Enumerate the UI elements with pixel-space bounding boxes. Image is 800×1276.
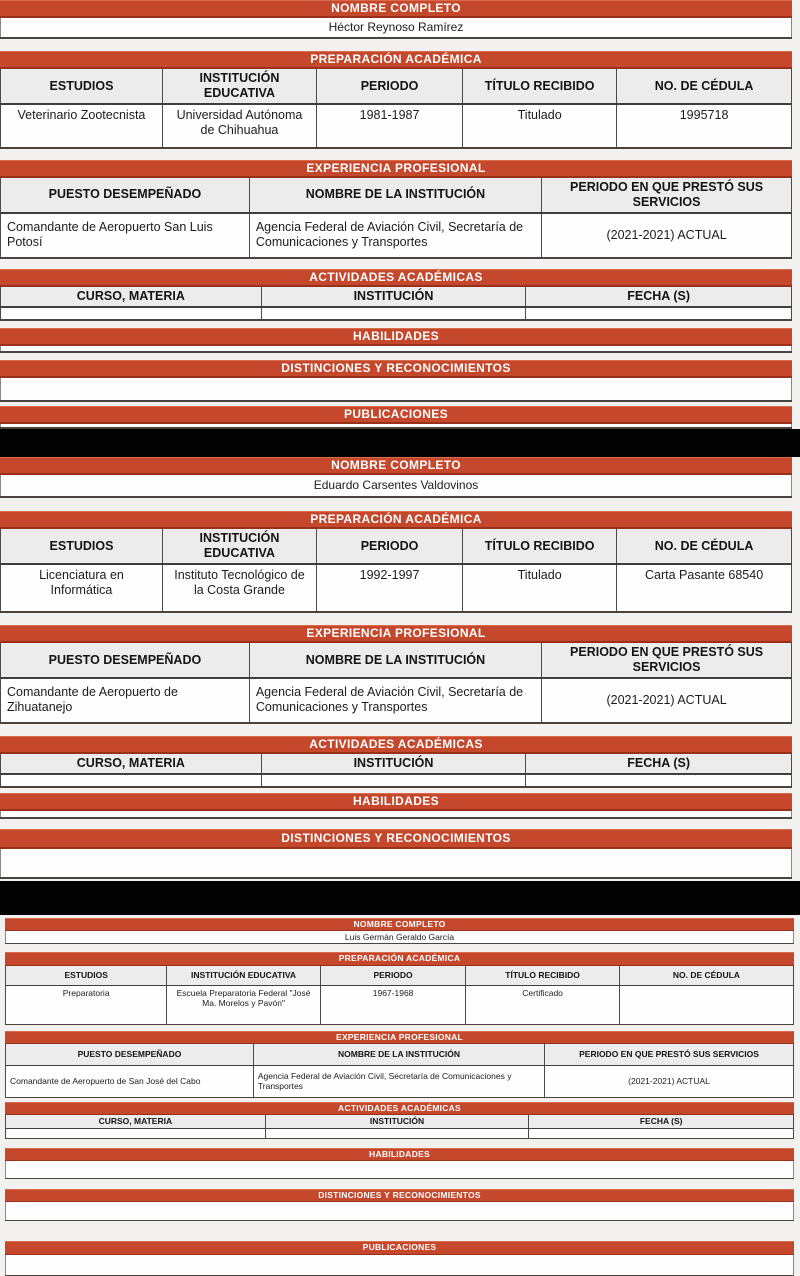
section-header-actividades: ACTIVIDADES ACADÉMICAS	[0, 736, 792, 754]
section-header-distinciones: DISTINCIONES Y RECONOCIMIENTOS	[0, 829, 792, 849]
actividades-header-row	[0, 287, 792, 308]
publicaciones-table	[0, 406, 792, 429]
column-header: PERIODO EN QUE PRESTÓ SUS SERVICIOS	[579, 1049, 759, 1060]
institucion-educativa-value: Instituto Tecnológico de la Costa Grande	[163, 565, 317, 611]
name-table	[0, 0, 792, 39]
name-table	[0, 457, 792, 498]
experiencia-data-row	[0, 214, 792, 257]
section-header-publicaciones: PUBLICACIONES	[5, 1241, 794, 1254]
institucion-value: Agencia Federal de Aviación Civil, Secretaría de Comunicaciones y Transportes	[250, 679, 542, 722]
column-header: FECHA (S)	[639, 1116, 683, 1127]
puesto-value: Comandante de Aeropuerto San Luis Potosí	[1, 214, 250, 257]
column-header: PUESTO DESEMPEÑADO	[6, 1044, 254, 1065]
puesto-value: Comandante de Aeropuerto de San José del Cabo	[6, 1066, 254, 1097]
empty-cell	[262, 775, 527, 786]
preparacion-data-row	[5, 986, 794, 1024]
column-header: NO. DE CÉDULA	[654, 538, 754, 553]
column-header: ESTUDIOS	[1, 69, 163, 103]
black-separator-bar	[0, 429, 800, 457]
periodo-value: 1981-1987	[317, 105, 463, 147]
column-header: NO. DE CÉDULA	[654, 78, 754, 93]
cv-card-3	[0, 915, 800, 1276]
habilidades-empty-box	[5, 1161, 794, 1178]
experiencia-table	[5, 1031, 794, 1098]
full-name-value: Luis Germán Geraldo García	[5, 931, 794, 943]
column-header: CURSO, MATERIA	[1, 287, 262, 306]
section-header-nombre-completo: NOMBRE COMPLETO	[0, 457, 792, 475]
column-header: TÍTULO RECIBIDO	[463, 529, 617, 563]
section-header-distinciones: DISTINCIONES Y RECONOCIMIENTOS	[0, 360, 792, 378]
column-header: PUESTO DESEMPEÑADO	[1, 178, 250, 212]
empty-cell	[529, 1129, 793, 1138]
cv-card-1	[0, 0, 800, 429]
actividades-header-row	[5, 1115, 794, 1128]
column-header: PERIODO	[321, 966, 467, 985]
empty-cell	[1, 308, 262, 319]
full-name-value: Eduardo Carsentes Valdovinos	[0, 475, 792, 496]
distinciones-empty-box	[5, 1202, 794, 1220]
spacer	[0, 1179, 800, 1189]
section-header-actividades: ACTIVIDADES ACADÉMICAS	[5, 1102, 794, 1115]
actividades-table	[0, 269, 792, 321]
empty-cell	[266, 1129, 530, 1138]
column-header: PUESTO DESEMPEÑADO	[1, 643, 250, 677]
section-header-experiencia: EXPERIENCIA PROFESIONAL	[0, 160, 792, 178]
column-header: INSTITUCIÓN EDUCATIVA	[163, 69, 317, 103]
actividades-table	[5, 1102, 794, 1139]
publicaciones-table	[5, 1241, 794, 1275]
distinciones-table	[0, 360, 792, 402]
section-header-experiencia: EXPERIENCIA PROFESIONAL	[5, 1031, 794, 1044]
distinciones-table	[5, 1189, 794, 1221]
experiencia-header-row	[0, 643, 792, 679]
cv-card-2	[0, 457, 800, 881]
preparacion-table	[0, 51, 792, 149]
column-header: PERIODO	[317, 529, 463, 563]
puesto-value: Comandante de Aeropuerto de Zihuatanejo	[1, 679, 250, 722]
section-header-preparacion: PREPARACIÓN ACADÉMICA	[0, 511, 792, 529]
habilidades-empty-box	[0, 811, 792, 817]
column-header: TÍTULO RECIBIDO	[466, 966, 619, 985]
spacer	[0, 613, 800, 625]
publicaciones-empty-box	[5, 1255, 794, 1275]
empty-cell	[1, 775, 262, 786]
cedula-value: Carta Pasante 68540	[645, 567, 764, 582]
spacer	[0, 819, 800, 829]
black-separator-bar	[0, 881, 800, 915]
spacer	[0, 944, 800, 952]
section-header-experiencia: EXPERIENCIA PROFESIONAL	[0, 625, 792, 643]
institucion-value: Agencia Federal de Aviación Civil, Secretaría de Comunicaciones y Transportes	[250, 214, 542, 257]
section-header-habilidades: HABILIDADES	[0, 793, 792, 811]
column-header: CURSO, MATERIA	[6, 1115, 266, 1127]
habilidades-empty-box	[0, 346, 792, 351]
distinciones-empty-box	[0, 849, 792, 877]
estudios-value: Veterinario Zootecnista	[1, 105, 163, 147]
section-header-preparacion: PREPARACIÓN ACADÉMICA	[0, 51, 792, 69]
column-header: ESTUDIOS	[6, 966, 167, 985]
cedula-value	[620, 986, 793, 1024]
section-header-actividades: ACTIVIDADES ACADÉMICAS	[0, 269, 792, 287]
section-header-publicaciones: PUBLICACIONES	[0, 406, 792, 424]
column-header: INSTITUCIÓN	[262, 287, 527, 306]
spacer	[0, 498, 800, 511]
column-header: INSTITUCIÓN EDUCATIVA	[163, 529, 317, 563]
section-header-distinciones: DISTINCIONES Y RECONOCIMIENTOS	[5, 1189, 794, 1202]
column-header: FECHA (S)	[627, 288, 691, 303]
section-header-habilidades: HABILIDADES	[0, 328, 792, 346]
spacer	[0, 724, 800, 736]
full-name-value: Héctor Reynoso Ramírez	[0, 18, 792, 37]
column-header: INSTITUCIÓN	[262, 754, 527, 773]
column-header: TÍTULO RECIBIDO	[463, 69, 617, 103]
spacer	[0, 259, 800, 269]
column-header: FECHA (S)	[627, 755, 691, 770]
section-header-habilidades: HABILIDADES	[5, 1148, 794, 1161]
periodo-servicios-value: (2021-2021) ACTUAL	[628, 1076, 710, 1087]
institucion-value: Agencia Federal de Aviación Civil, Secretaría de Comunicaciones y Transportes	[254, 1066, 545, 1097]
habilidades-table	[5, 1148, 794, 1179]
actividades-table	[0, 736, 792, 788]
preparacion-header-row	[0, 69, 792, 105]
actividades-empty-row	[0, 308, 792, 319]
estudios-value: Preparatoria	[6, 986, 167, 1024]
column-header: PERIODO EN QUE PRESTÓ SUS SERVICIOS	[570, 180, 764, 209]
empty-cell	[262, 308, 527, 319]
column-header: PERIODO EN QUE PRESTÓ SUS SERVICIOS	[570, 645, 764, 674]
spacer	[0, 39, 800, 51]
titulo-recibido-value: Certificado	[466, 986, 619, 1024]
periodo-value: 1967-1968	[321, 986, 467, 1024]
distinciones-empty-box	[0, 378, 792, 400]
column-header: INSTITUCIÓN EDUCATIVA	[167, 966, 320, 985]
distinciones-table	[0, 829, 792, 879]
habilidades-table	[0, 793, 792, 819]
institucion-educativa-value: Escuela Preparatoria Federal "José Ma. Morelos y Pavón"	[167, 986, 320, 1024]
column-header: PERIODO	[317, 69, 463, 103]
periodo-servicios-value: (2021-2021) ACTUAL	[606, 227, 727, 242]
name-table	[5, 918, 794, 944]
column-header: ESTUDIOS	[1, 529, 163, 563]
preparacion-header-row	[0, 529, 792, 565]
publicaciones-empty-box	[0, 424, 792, 427]
column-header: NOMBRE DE LA INSTITUCIÓN	[250, 643, 542, 677]
section-header-nombre-completo: NOMBRE COMPLETO	[5, 918, 794, 931]
preparacion-table	[5, 952, 794, 1024]
column-header: CURSO, MATERIA	[1, 754, 262, 773]
spacer	[0, 1221, 800, 1241]
experiencia-data-row	[0, 679, 792, 722]
empty-cell	[6, 1129, 266, 1138]
experiencia-header-row	[0, 178, 792, 214]
column-header: NOMBRE DE LA INSTITUCIÓN	[250, 178, 542, 212]
experiencia-table	[0, 625, 792, 724]
experiencia-table	[0, 160, 792, 259]
cedula-value: 1995718	[679, 107, 729, 122]
preparacion-data-row	[0, 105, 792, 147]
preparacion-data-row	[0, 565, 792, 611]
titulo-recibido-value: Titulado	[463, 105, 617, 147]
habilidades-table	[0, 328, 792, 353]
spacer	[0, 353, 800, 360]
column-header: NO. DE CÉDULA	[672, 970, 740, 981]
empty-cell	[526, 775, 791, 786]
column-header: INSTITUCIÓN	[266, 1115, 530, 1127]
estudios-value: Licenciatura en Informática	[1, 565, 163, 611]
institucion-educativa-value: Universidad Autónoma de Chihuahua	[163, 105, 317, 147]
spacer	[0, 149, 800, 160]
experiencia-data-row	[5, 1066, 794, 1097]
experiencia-header-row	[5, 1044, 794, 1066]
column-header: NOMBRE DE LA INSTITUCIÓN	[254, 1044, 545, 1065]
actividades-empty-row	[5, 1129, 794, 1138]
section-header-preparacion: PREPARACIÓN ACADÉMICA	[5, 952, 794, 965]
actividades-header-row	[0, 754, 792, 775]
preparacion-header-row	[5, 966, 794, 986]
section-header-nombre-completo: NOMBRE COMPLETO	[0, 0, 792, 18]
preparacion-table	[0, 511, 792, 613]
actividades-empty-row	[0, 775, 792, 786]
spacer	[0, 1139, 800, 1148]
periodo-servicios-value: (2021-2021) ACTUAL	[606, 692, 727, 707]
empty-cell	[526, 308, 791, 319]
titulo-recibido-value: Titulado	[463, 565, 617, 611]
periodo-value: 1992-1997	[317, 565, 463, 611]
spacer	[0, 321, 800, 328]
